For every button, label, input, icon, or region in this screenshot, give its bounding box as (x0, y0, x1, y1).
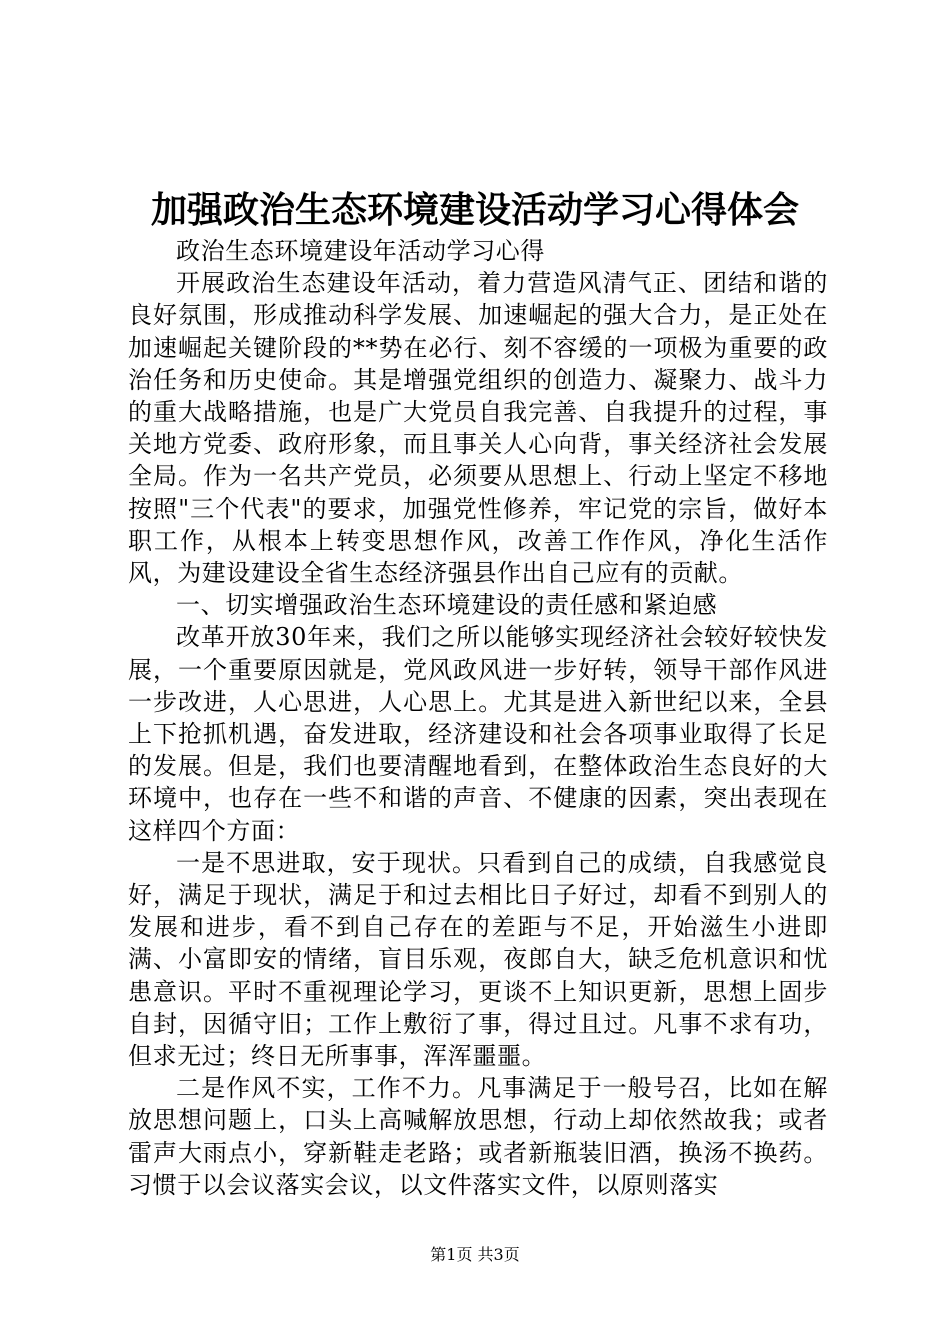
subtitle-paragraph: 政治生态环境建设年活动学习心得 (176, 237, 545, 265)
body-paragraph: 二是作风不实，工作不力。凡事满足于一般号召，比如在解放思想问题上，口头上高喊解放思想，行动上却依然故我；或者雷声大雨点小，穿新鞋走老路；或者新瓶装旧酒，换汤不换药。习惯于以会议落实会议，以文件落实文件，以原则落实 (128, 1074, 828, 1199)
document-title: 加强政治生态环境建设活动学习心得体会 (150, 189, 799, 231)
body-paragraph: 改革开放30年来，我们之所以能够实现经济社会较好较快发展，一个重要原因就是，党风政风进一步好转，领导干部作风进一步改进，人心思进，人心思上。尤其是进入新世纪以来，全县上下抢抓机遇，奋发进取，经济建设和社会各项事业取得了长足的发展。但是，我们也要清醒地看到，在整体政治生态良好的大环境中，也存在一些不和谐的声音、不健康的因素，突出表现在这样四个方面： (128, 623, 828, 845)
document-body (128, 235, 828, 1201)
page-footer: 第1页 共3页 (430, 1245, 520, 1264)
section-heading: 一、切实增强政治生态环境建设的责任感和紧迫感 (176, 591, 718, 620)
body-paragraph: 开展政治生态建设年活动，着力营造风清气正、团结和谐的良好氛围，形成推动科学发展、加速崛起的强大合力，是正处在加速崛起关键阶段的**势在必行、刻不容缓的一项极为重要的政治任务和历史使命。其是增强党组织的创造力、凝聚力、战斗力的重大战略措施，也是广大党员自我完善、自我提升的过程，事关地方党委、政府形象，而且事关人心向背，事关经济社会发展全局。作为一名共产党员，必须要从思想上、行动上坚定不移地按照"三个代表"的要求，加强党性修养，牢记党的宗旨，做好本职工作，从根本上转变思想作风，改善工作作风，净化生活作风，为建设建设全省生态经济强县作出自己应有的贡献。 (128, 269, 828, 588)
body-paragraph: 一是不思进取，安于现状。只看到自己的成绩，自我感觉良好，满足于现状，满足于和过去相比日子好过，却看不到别人的发展和进步，看不到自己存在的差距与不足，开始滋生小进即满、小富即安的情绪，盲目乐观，夜郎自大，缺乏危机意识和忧患意识。平时不重视理论学习，更谈不上知识更新，思想上固步自封，因循守旧；工作上敷衍了事，得过且过。凡事不求有功，但求无过；终日无所事事，浑浑噩噩。 (128, 848, 828, 1071)
